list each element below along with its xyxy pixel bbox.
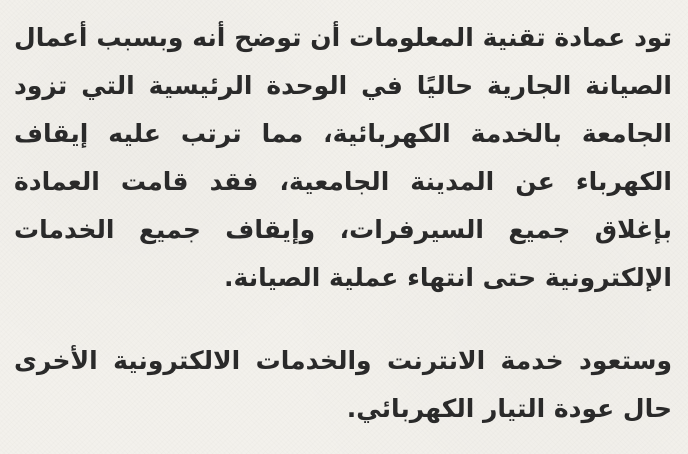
announcement-paragraph-1: تود عمادة تقنية المعلومات أن توضح أنه وبسبب أعمال الصيانة الجارية حاليًا في الوحدة الرئيسية التي تزود الجامعة بالخدمة الكهربائية، مما ترتب عليه إيقاف الكهرباء عن المدينة الجامعية، فقد قامت العمادة بإغلاق جميع السيرفرات، وإيقاف جميع الخدمات الإلكترونية حتى انتهاء عملية الصيانة. xyxy=(14,23,672,292)
announcement-paragraph-2: وستعود خدمة الانترنت والخدمات الالكترونية الأخرى حال عودة التيار الكهربائي. xyxy=(14,346,672,423)
